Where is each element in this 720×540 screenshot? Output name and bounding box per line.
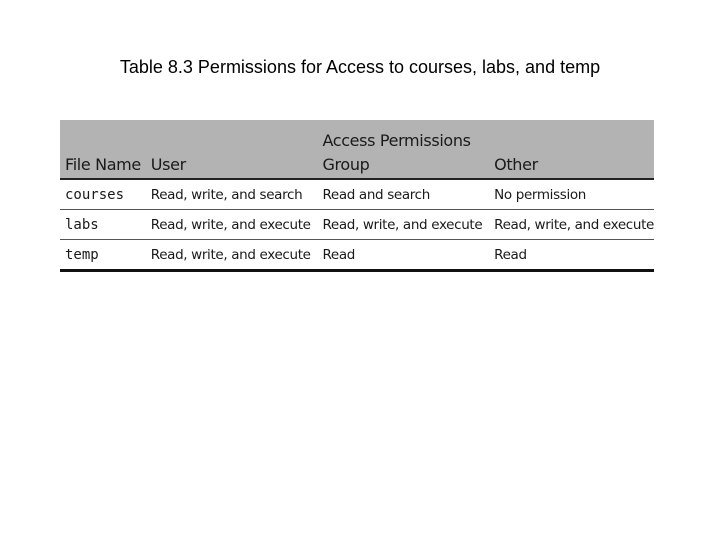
group-permission-cell: Read, write, and execute	[322, 216, 483, 233]
column-header-file-name: File Name	[60, 150, 146, 179]
table-row	[60, 240, 654, 271]
permissions-table	[60, 120, 654, 272]
other-permission-cell: Read, write, and execute	[494, 216, 654, 233]
header-spacer	[60, 120, 146, 150]
column-header-group: Group	[317, 150, 489, 179]
table-body	[60, 179, 654, 271]
header-group-row	[60, 120, 654, 150]
table-header	[60, 120, 654, 179]
other-permission-cell: Read	[494, 246, 527, 263]
user-permission-cell: Read, write, and search	[150, 186, 303, 203]
table-row	[60, 210, 654, 240]
header-column-row	[60, 150, 654, 179]
file-name-cell: labs	[65, 216, 99, 233]
header-spacer	[146, 120, 318, 150]
group-permission-cell: Read and search	[322, 186, 430, 203]
file-name-cell: courses	[65, 186, 125, 203]
page-title: Table 8.3 Permissions for Access to courses, labs, and temp	[119, 57, 601, 77]
file-name-cell: temp	[65, 246, 99, 263]
other-permission-cell: No permission	[494, 186, 586, 203]
access-permissions-heading: Access Permissions	[317, 120, 489, 150]
user-permission-cell: Read, write, and execute	[150, 246, 311, 263]
user-permission-cell: Read, write, and execute	[150, 216, 311, 233]
group-permission-cell: Read	[322, 246, 355, 263]
header-spacer	[489, 120, 654, 150]
column-header-other: Other	[489, 150, 654, 179]
column-header-user: User	[146, 150, 318, 179]
table-row	[60, 179, 654, 210]
